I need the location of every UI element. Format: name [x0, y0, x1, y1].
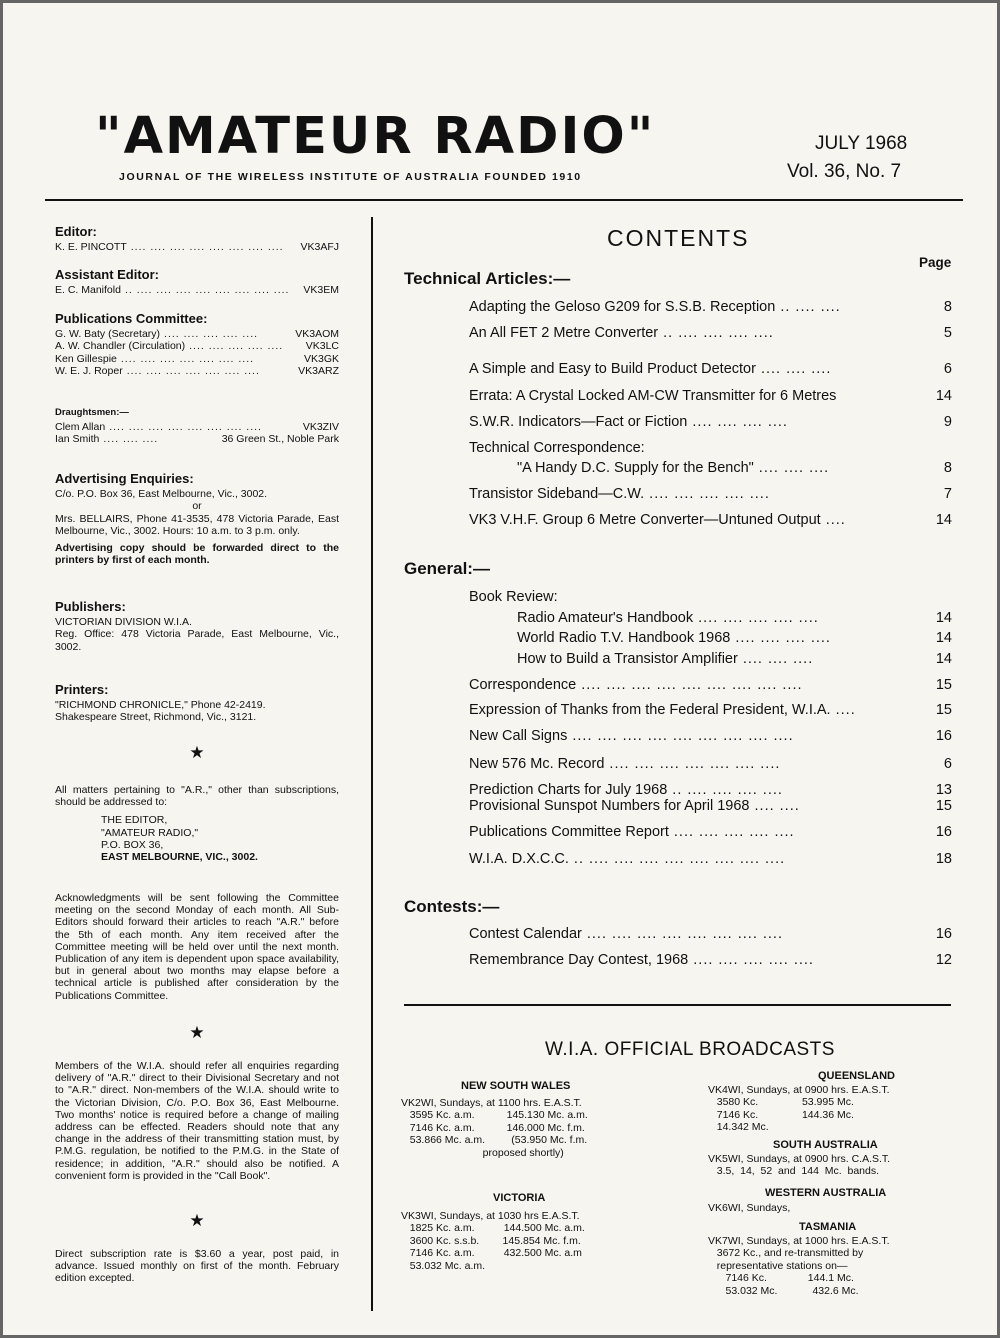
printers-section [55, 684, 339, 724]
masthead-draughtsmen [55, 407, 339, 446]
advertising-heading: Advertising Enquiries: [55, 471, 194, 486]
address-line: "AMATEUR RADIO," [101, 826, 199, 839]
committee-member: W. E. J. Roper .... .... .... .... .... .... .... VK3ARZ [55, 364, 339, 377]
vic-heading: VICTORIA [493, 1192, 546, 1204]
assistant-heading: Assistant Editor: [55, 267, 160, 282]
address-line: EAST MELBOURNE, VIC., 3002. [101, 851, 258, 864]
masthead-committee [55, 313, 339, 377]
vic-schedule: VK3WI, Sundays, at 1030 hrs E.A.S.T. 1825 Kc. a.m. 144.500 Mc. a.m. 3600 Kc. s.s.b. 145.854 Mc. f.m. 7146 Kc. a.m. 432.500 Mc. a.m 53.032 Mc. a.m. [401, 1210, 585, 1272]
masthead-editor [55, 226, 339, 253]
editor-heading: Editor: [55, 224, 97, 239]
subscription-note: Direct subscription rate is $3.60 a year, post paid, in advance. Issued monthly on first of the month. February edition excepted. [55, 1248, 339, 1285]
journal-subtitle: JOURNAL OF THE WIRELESS INSTITUTE OF AUSTRALIA FOUNDED 1910 [119, 171, 582, 183]
toc-entry: An All FET 2 Metre Converter .. .... .... .... .... 5 [469, 325, 952, 341]
sa-schedule: VK5WI, Sundays, at 0900 hrs. C.A.S.T. 3.5, 14, 52 and 144 Mc. bands. [708, 1153, 891, 1178]
toc-entry: Contest Calendar .... .... .... .... .... .... .... .... 16 [469, 926, 952, 942]
qld-heading: QUEENSLAND [818, 1070, 896, 1082]
members-note: Members of the W.I.A. should refer all enquiries regarding delivery of "A.R." direct to their Divisional Secretary and not to "A.R." direct. Non-members of the W.I.A. should write to the Victorian Division, C/o. P.O. Box 36, East Melbourne. Two months' notice is required before a change of mailing address can be effected. Readers should note that any change in the address of their transmitting station must, by P.M.G. regulation, be notified to the P.M.G. in the State of residence; in addition, "A.R." should also be notified. A convenient form is provided in the "Call Book". [55, 1060, 339, 1182]
toc-entry: New Call Signs .... .... .... .... .... .... .... .... .... 16 [469, 728, 952, 744]
toc-entry: Book Review: [469, 589, 558, 605]
editorial-address [55, 784, 339, 863]
advertising-copy-note: Advertising copy should be forwarded direct to the printers by first of each month. [55, 542, 339, 567]
publishers-heading: Publishers: [55, 599, 126, 614]
advertising-section [55, 473, 339, 566]
assistant-name: E. C. Manifold [55, 284, 121, 297]
toc-entry: Expression of Thanks from the Federal President, W.I.A. .... 15 [469, 702, 952, 718]
editor-call: VK3AFJ [300, 241, 339, 254]
contests-heading: Contests:— [404, 897, 500, 916]
draughtsman-row: Clem Allan .... .... .... .... .... .... .... .... VK3ZIV [55, 421, 339, 434]
editor-name: K. E. PINCOTT [55, 241, 127, 254]
nsw-heading: NEW SOUTH WALES [461, 1080, 571, 1092]
publishers-name: VICTORIAN DIVISION W.I.A. [55, 616, 192, 629]
toc-entry: Errata: A Crystal Locked AM-CW Transmitter for 6 Metres 14 [469, 388, 952, 404]
column-rule [371, 217, 373, 1311]
draughtsmen-heading: Draughtsmen:— [55, 407, 129, 418]
committee-heading: Publications Committee: [55, 311, 208, 326]
issue-date: JULY 1968 [815, 133, 908, 154]
nsw-schedule: VK2WI, Sundays, at 1100 hrs. E.A.S.T. 3595 Kc. a.m. 145.130 Mc. a.m. 7146 Kc. a.m. 146.000 Mc. f.m. 53.866 Mc. a.m. (53.950 Mc. f.m. proposed shortly) [401, 1097, 588, 1159]
star-divider: ★ [189, 1023, 205, 1042]
qld-schedule: VK4WI, Sundays, at 0900 hrs. E.A.S.T. 3580 Kc. 53.995 Mc. 7146 Kc. 144.36 Mc. 14.342 Mc. [708, 1084, 890, 1134]
toc-entry: Correspondence .... .... .... .... .... .... .... .... .... 15 [469, 677, 952, 693]
star-divider: ★ [189, 1211, 205, 1230]
toc-entry: Provisional Sunspot Numbers for April 1968 .... .... 15 [469, 798, 952, 814]
star-divider: ★ [189, 743, 205, 762]
committee-member: G. W. Baty (Secretary) .... .... .... .... .... VK3AOM [55, 328, 339, 341]
toc-entry: S.W.R. Indicators—Fact or Fiction .... .... .... .... 9 [469, 414, 952, 430]
toc-entry: Transistor Sideband—C.W. .... .... .... .... .... 7 [469, 486, 952, 502]
toc-entry: A Simple and Easy to Build Product Detector .... .... .... 6 [469, 361, 952, 377]
toc-entry: Adapting the Geloso G209 for S.S.B. Reception .. .... .... 8 [469, 299, 952, 315]
assistant-call: VK3EM [303, 284, 339, 297]
assistant-row: E. C. Manifold .. .... .... .... .... .... .... .... .... VK3EM [55, 284, 339, 297]
advertising-address: C/o. P.O. Box 36, East Melbourne, Vic., 3002. [55, 488, 268, 501]
address-line: THE EDITOR, [101, 814, 168, 827]
general-heading: General:— [404, 559, 490, 578]
committee-member: Ken Gillespie .... .... .... .... .... .... .... VK3GK [55, 352, 339, 365]
toc-entry: VK3 V.H.F. Group 6 Metre Converter—Untuned Output .... 14 [469, 512, 952, 528]
header-rule [45, 199, 963, 201]
toc-entry: W.I.A. D.X.C.C. .. .... .... .... .... .... .... .... .... 18 [469, 851, 952, 867]
committee-member: A. W. Chandler (Circulation) .... .... .... .... .... VK3LC [55, 340, 339, 353]
masthead-assistant [55, 269, 339, 296]
toc-entry: New 576 Mc. Record .... .... .... .... .... .... .... 6 [469, 756, 952, 772]
toc-entry: Technical Correspondence: [469, 440, 645, 456]
toc-entry: Prediction Charts for July 1968 .. .... .... .... .... 13 [469, 782, 952, 798]
address-line: P.O. BOX 36, [101, 838, 164, 851]
publishers-section [55, 601, 339, 653]
page-column-label: Page [919, 255, 952, 270]
issue-volume: Vol. 36, No. 7 [787, 161, 902, 182]
contents-title: CONTENTS [607, 225, 750, 251]
acknowledgments-note: Acknowledgments will be sent following the Committee meeting on the second Monday of each month. All Sub-Editors should forward their articles to reach "A.R." before the 5th of each month. Any item received after the Committee meeting will be held over until the next month. Publication of any item is dependent upon space availability, but in general about two months may elapse before a technical article is published after consideration by the Publications Committee. [55, 892, 339, 1002]
sa-heading: SOUTH AUSTRALIA [773, 1139, 878, 1151]
toc-entry: Publications Committee Report .... .... .... .... .... 16 [469, 824, 952, 840]
advertising-contact: Mrs. BELLAIRS, Phone 41-3535, 478 Victoria Parade, East Melbourne, Vic., 3002. Hours: 10 a.m. to 3 p.m. only. [55, 512, 339, 537]
technical-heading: Technical Articles:— [404, 269, 571, 288]
draughtsman-row: Ian Smith .... .... .... 36 Green St., Noble Park [55, 433, 339, 446]
broadcasts-title: W.I.A. OFFICIAL BROADCASTS [545, 1039, 835, 1060]
wa-schedule: VK6WI, Sundays, [708, 1202, 791, 1214]
toc-entry: World Radio T.V. Handbook 1968 .... .... .... .... 14 [517, 630, 952, 646]
printers-line1: "RICHMOND CHRONICLE," Phone 42-2419. [55, 699, 266, 712]
matters-intro: All matters pertaining to "A.R.," other than subscriptions, should be addressed to: [55, 784, 339, 809]
printers-line2: Shakespeare Street, Richmond, Vic., 3121. [55, 711, 257, 724]
toc-entry: "A Handy D.C. Supply for the Bench" .... .... .... 8 [517, 460, 952, 476]
publishers-office: Reg. Office: 478 Victoria Parade, East Melbourne, Vic., 3002. [55, 628, 339, 653]
toc-entry: How to Build a Transistor Amplifier .... .... .... 14 [517, 651, 952, 667]
wa-heading: WESTERN AUSTRALIA [765, 1187, 887, 1199]
tas-schedule: VK7WI, Sundays, at 1000 hrs. E.A.S.T. 3672 Kc., and re-transmitted by representative stations on— 7146 Kc. 144.1 Mc. 53.032 Mc. 432.6 Mc. [708, 1235, 890, 1297]
toc-entry: Radio Amateur's Handbook .... .... .... .... .... 14 [517, 610, 952, 626]
journal-title: "AMATEUR RADIO" [95, 107, 656, 166]
editor-row: K. E. PINCOTT .... .... .... .... .... .... .... .... VK3AFJ [55, 241, 339, 254]
printers-heading: Printers: [55, 682, 109, 697]
tas-heading: TASMANIA [799, 1221, 857, 1233]
toc-entry: Remembrance Day Contest, 1968 .... .... .... .... .... 12 [469, 952, 952, 968]
advertising-or: or [192, 500, 202, 513]
contents-rule [404, 1004, 951, 1006]
